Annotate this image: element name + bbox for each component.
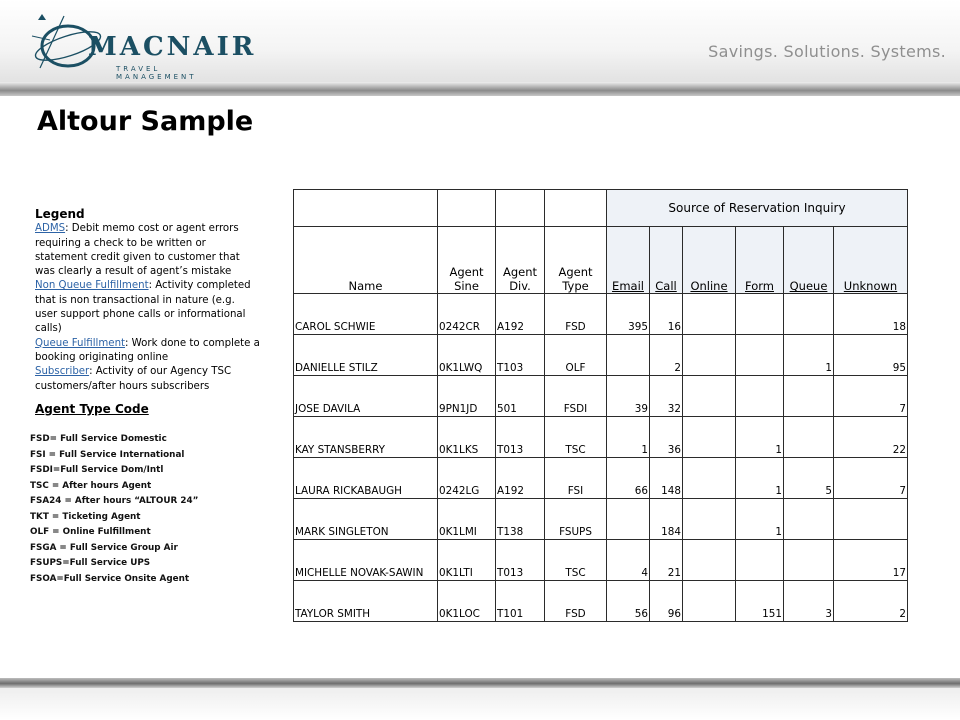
queue-text: : Work done to complete a booking originating online: [35, 337, 260, 363]
cell-agent-sine: 0242LG: [438, 458, 496, 499]
cell-form: [736, 540, 784, 581]
table-row: [294, 581, 908, 622]
cell-unknown: 95: [834, 335, 908, 376]
agent-type-title: Agent Type Code: [35, 401, 149, 416]
cell-form: 151: [736, 581, 784, 622]
adms-text: : Debit memo cost or agent errors requiring a check to be written or statement credit given to customer that was clearly a result of agent’s mistake: [35, 223, 240, 278]
col-header-queue: [784, 227, 834, 294]
col-header-unknown: [834, 227, 908, 294]
cell-name: TAYLOR SMITH: [294, 581, 438, 622]
queue-header-label: Queue: [789, 279, 828, 293]
cell-email: 1: [607, 417, 650, 458]
cell-agent-type: TSC: [545, 417, 607, 458]
agent-type-codes: [30, 432, 250, 587]
header-divider: [0, 82, 960, 96]
page-title: Altour Sample: [37, 106, 254, 137]
cell-agent-type: FSD: [545, 294, 607, 335]
cell-email: 56: [607, 581, 650, 622]
cell-agent-sine: 0242CR: [438, 294, 496, 335]
table-row: [294, 376, 908, 417]
col-header-call: [650, 227, 683, 294]
cell-name: LAURA RICKABAUGH: [294, 458, 438, 499]
cell-call: 184: [650, 499, 683, 540]
cell-form: [736, 376, 784, 417]
cell-call: 16: [650, 294, 683, 335]
cell-queue: [784, 540, 834, 581]
code-item: TSC = After hours Agent: [30, 480, 152, 491]
subscriber-text: : Activity of our Agency TSC customers/after hours subscribers: [35, 366, 232, 392]
code-item: FSDI=Full Service Dom/Intl: [30, 465, 164, 475]
cell-online: [683, 417, 736, 458]
cell-form: [736, 335, 784, 376]
cell-agent-type: FSDI: [545, 376, 607, 417]
blank-header-cell: [438, 190, 496, 227]
email-header-label: Email: [612, 279, 644, 293]
online-header-label: Online: [690, 279, 728, 293]
tagline: Savings. Solutions. Systems.: [708, 42, 946, 61]
cell-email: 66: [607, 458, 650, 499]
code-item: FSA24 = After hours “ALTOUR 24”: [30, 496, 199, 506]
cell-unknown: 7: [834, 376, 908, 417]
cell-unknown: 7: [834, 458, 908, 499]
table-row: [294, 294, 908, 335]
blank-header-cell: [294, 190, 438, 227]
cell-agent-div: T103: [496, 335, 545, 376]
cell-online: [683, 581, 736, 622]
col-header-online: [683, 227, 736, 294]
legend-entry-subscriber: [35, 365, 260, 394]
subscriber-link[interactable]: Subscriber: [35, 366, 90, 378]
cell-agent-type: TSC: [545, 540, 607, 581]
cell-agent-div: T013: [496, 540, 545, 581]
call-header-label: Call: [655, 279, 677, 293]
code-item: FSI = Full Service International: [30, 449, 185, 460]
queue-link[interactable]: Queue Fulfillment: [35, 337, 126, 349]
cell-unknown: 17: [834, 540, 908, 581]
brand-subtitle: TRAVEL MANAGEMENT: [116, 65, 197, 81]
cell-agent-sine: 9PN1JD: [438, 376, 496, 417]
cell-queue: 1: [784, 335, 834, 376]
cell-agent-type: FSI: [545, 458, 607, 499]
code-item: OLF = Online Fulfillment: [30, 527, 151, 537]
cell-unknown: [834, 499, 908, 540]
table-row: [294, 540, 908, 581]
col-header-form: [736, 227, 784, 294]
unknown-header-label: Unknown: [843, 279, 898, 293]
reservation-table: [293, 189, 908, 622]
source-of-reservation-header: Source of Reservation Inquiry: [607, 190, 908, 227]
cell-agent-type: FSUPS: [545, 499, 607, 540]
adms-link[interactable]: ADMS: [35, 223, 66, 235]
form-header-label: Form: [745, 279, 774, 293]
cell-name: MICHELLE NOVAK-SAWIN: [294, 540, 438, 581]
cell-form: 1: [736, 458, 784, 499]
cell-call: 36: [650, 417, 683, 458]
cell-name: CAROL SCHWIE: [294, 294, 438, 335]
legend-entry-non-queue: [35, 279, 260, 336]
cell-name: JOSE DAVILA: [294, 376, 438, 417]
cell-online: [683, 294, 736, 335]
cell-name: DANIELLE STILZ: [294, 335, 438, 376]
cell-email: [607, 499, 650, 540]
cell-queue: [784, 294, 834, 335]
col-header-agent-type: Agent Type: [545, 227, 607, 294]
cell-online: [683, 499, 736, 540]
cell-queue: [784, 417, 834, 458]
col-header-agent-sine: Agent Sine: [438, 227, 496, 294]
table-row: [294, 335, 908, 376]
cell-queue: 5: [784, 458, 834, 499]
cell-agent-sine: 0K1LWQ: [438, 335, 496, 376]
col-header-name: Name: [294, 227, 438, 294]
table-group-header-row: [294, 190, 908, 227]
cell-online: [683, 458, 736, 499]
table-row: [294, 417, 908, 458]
cell-call: 148: [650, 458, 683, 499]
cell-agent-div: 501: [496, 376, 545, 417]
cell-unknown: 2: [834, 581, 908, 622]
non-queue-link[interactable]: Non Queue Fulfillment: [35, 280, 149, 292]
cell-agent-div: T101: [496, 581, 545, 622]
table-row: [294, 458, 908, 499]
cell-agent-div: A192: [496, 294, 545, 335]
cell-agent-sine: 0K1LTI: [438, 540, 496, 581]
brand-name: MACNAIR: [88, 32, 257, 62]
code-item: FSGA = Full Service Group Air: [30, 542, 178, 553]
code-item: TKT = Ticketing Agent: [30, 511, 141, 522]
cell-email: 395: [607, 294, 650, 335]
cell-name: MARK SINGLETON: [294, 499, 438, 540]
cell-email: [607, 335, 650, 376]
code-item: FSD= Full Service Domestic: [30, 434, 167, 444]
cell-email: 4: [607, 540, 650, 581]
legend-panel: [35, 207, 260, 416]
macnair-logo: [28, 10, 257, 81]
cell-unknown: 18: [834, 294, 908, 335]
table-column-header-row: [294, 227, 908, 294]
cell-agent-sine: 0K1LMI: [438, 499, 496, 540]
cell-online: [683, 540, 736, 581]
cell-call: 21: [650, 540, 683, 581]
cell-agent-type: FSD: [545, 581, 607, 622]
code-item: FSUPS=Full Service UPS: [30, 558, 151, 568]
cell-form: 1: [736, 499, 784, 540]
cell-agent-sine: 0K1LKS: [438, 417, 496, 458]
cell-call: 96: [650, 581, 683, 622]
cell-agent-div: T138: [496, 499, 545, 540]
cell-email: 39: [607, 376, 650, 417]
table-row: [294, 499, 908, 540]
cell-call: 2: [650, 335, 683, 376]
non-queue-text: : Activity completed that is non transactional in nature (e.g. user support phone calls or informational calls): [35, 280, 251, 335]
footer-divider: [0, 678, 960, 688]
legend-entry-queue: [35, 337, 260, 366]
cell-online: [683, 335, 736, 376]
cell-form: 1: [736, 417, 784, 458]
cell-queue: [784, 499, 834, 540]
legend-entry-adms: [35, 222, 260, 279]
legend-title: Legend: [35, 207, 85, 221]
cell-form: [736, 294, 784, 335]
col-header-email: [607, 227, 650, 294]
cell-agent-div: A192: [496, 458, 545, 499]
cell-name: KAY STANSBERRY: [294, 417, 438, 458]
footer-bar: [0, 688, 960, 720]
blank-header-cell: [545, 190, 607, 227]
cell-online: [683, 376, 736, 417]
cell-agent-type: OLF: [545, 335, 607, 376]
cell-queue: [784, 376, 834, 417]
cell-agent-sine: 0K1LOC: [438, 581, 496, 622]
code-item: FSOA=Full Service Onsite Agent: [30, 573, 190, 584]
cell-unknown: 22: [834, 417, 908, 458]
cell-call: 32: [650, 376, 683, 417]
cell-agent-div: T013: [496, 417, 545, 458]
cell-queue: 3: [784, 581, 834, 622]
blank-header-cell: [496, 190, 545, 227]
col-header-agent-div: Agent Div.: [496, 227, 545, 294]
